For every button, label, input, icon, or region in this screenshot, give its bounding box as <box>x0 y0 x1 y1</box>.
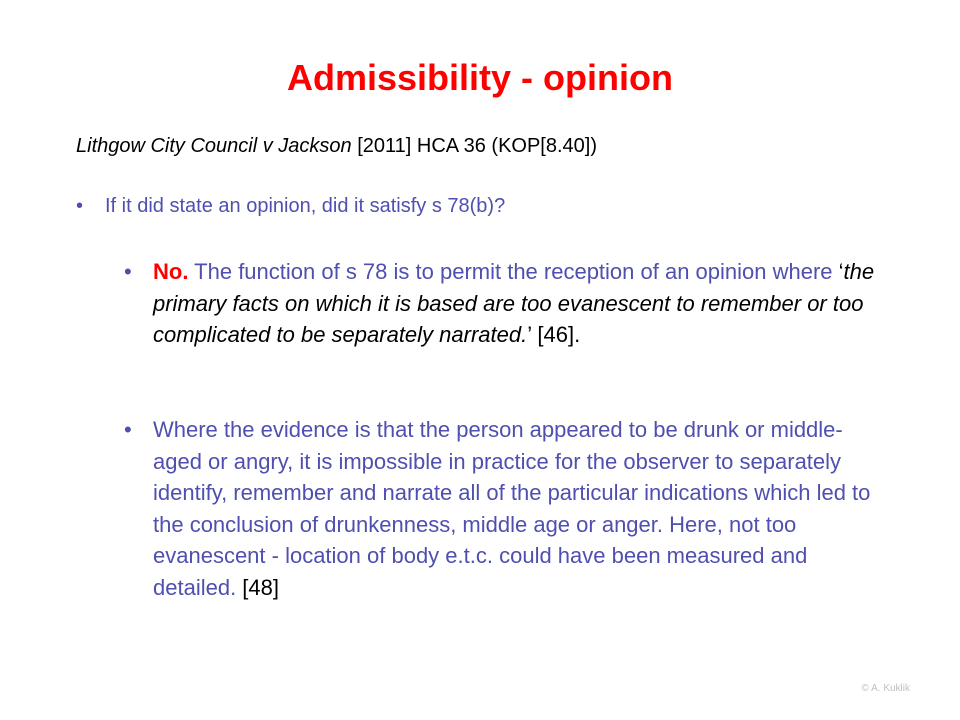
slide-title: Admissibility - opinion <box>287 57 673 98</box>
quoted-passage: the primary facts on which it is based are too evanescent to remember or too complicated to be separately narrated. <box>153 259 875 347</box>
case-citation: [2011] HCA 36 (KOP[8.40]) <box>351 135 597 157</box>
bullet-dot: • <box>76 195 84 217</box>
case-citation-line <box>76 132 896 160</box>
sub-bullet-dot: • <box>124 259 132 284</box>
paragraph-reference: [46]. <box>531 322 581 347</box>
sub-bullet-body: Where the evidence is that the person appeared to be drunk or middle-aged or angry, it is impossible in practice for the observer to separately identify, remember and narrate all of the particular indications which led to the conclusion of drunkenness, middle age or anger. Here, not too evanescent - location of body e.t.c. could have been measured and detailed. <box>153 417 871 600</box>
case-name: Lithgow City Council v Jackson <box>76 135 352 157</box>
sub-bullet-text <box>153 256 883 351</box>
answer-lead: No. <box>153 259 189 284</box>
bullet-text: If it did state an opinion, did it satisfy s 78(b)? <box>105 195 506 217</box>
quote-close: ’ <box>527 322 532 347</box>
sub-bullet-body: The function of s 78 is to permit the reception of an opinion where <box>188 259 839 284</box>
paragraph-reference: [48] <box>236 574 279 600</box>
quote-open: ‘ <box>838 259 844 284</box>
copyright-footer: © A. Kuklik <box>861 683 910 694</box>
sub-bullet-text <box>153 414 883 603</box>
sub-bullet-dot: • <box>124 417 132 442</box>
